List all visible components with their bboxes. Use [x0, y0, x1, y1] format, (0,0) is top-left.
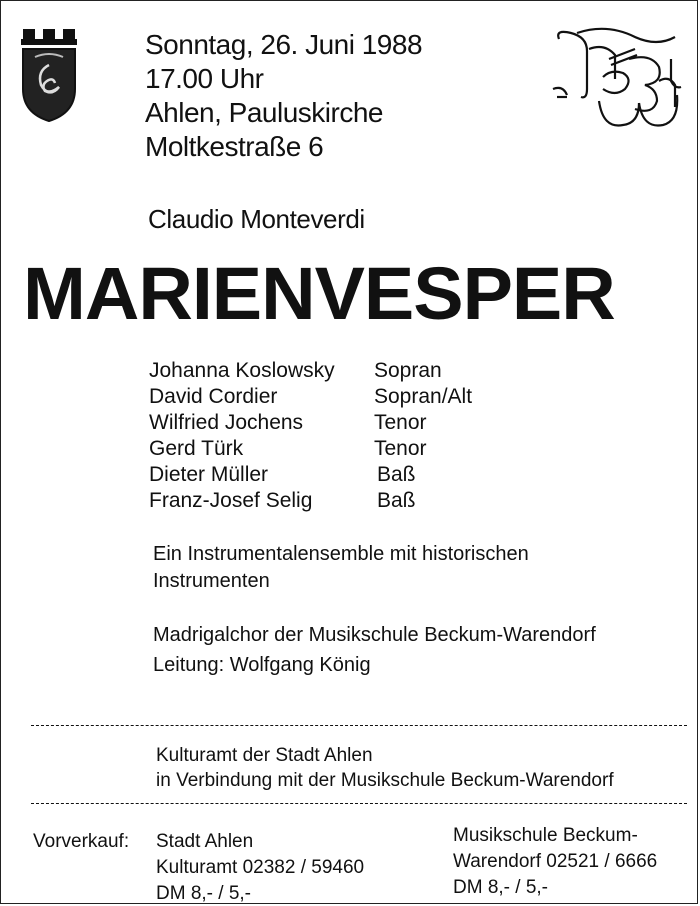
event-time: 17.00 Uhr	[145, 63, 264, 94]
performer-voice: Baß	[377, 463, 416, 486]
event-address: Moltkestraße 6	[145, 131, 324, 162]
choir-name: Madrigalchor der Musikschule Beckum-Warendorf	[153, 624, 596, 646]
choir-conductor: Leitung: Wolfgang König	[153, 654, 371, 676]
performer-voice: Tenor	[374, 437, 427, 460]
performer-name: Wilfried Jochens	[149, 411, 304, 434]
divider	[31, 803, 687, 804]
performer-name: Franz-Josef Selig	[149, 489, 313, 512]
organizer-line-1: Kulturamt der Stadt Ahlen	[156, 745, 373, 766]
performer-voice: Tenor	[374, 411, 427, 434]
performer-name: David Cordier	[149, 385, 278, 408]
presale-ahlen	[156, 829, 364, 904]
ensemble-line-2: Instrumenten	[153, 570, 270, 592]
divider	[31, 725, 687, 726]
presale-ahlen-price: DM 8,- / 5,-	[156, 883, 252, 904]
performer-name: Dieter Müller	[149, 463, 269, 486]
presale-label: Vorverkauf:	[33, 831, 130, 852]
musikschule-logo-icon	[549, 19, 687, 143]
performer-name: Gerd Türk	[149, 437, 244, 460]
event-date: Sonntag, 26. Juni 1988	[145, 29, 423, 60]
work-title: MARIENVESPER	[23, 252, 615, 335]
presale-musikschule-line-2: Warendorf 02521 / 6666	[453, 851, 658, 872]
ensemble-line-1: Ein Instrumentalensemble mit historischen	[153, 543, 529, 565]
presale-ahlen-line-1: Stadt Ahlen	[156, 831, 254, 852]
composer-name: Claudio Monteverdi	[148, 204, 365, 234]
presale-musikschule-line-1: Musikschule Beckum-	[453, 825, 638, 846]
performer-name: Johanna Koslowsky	[149, 359, 335, 382]
presale-musikschule-price: DM 8,- / 5,-	[453, 877, 549, 898]
presale-musikschule	[453, 823, 657, 901]
event-venue: Ahlen, Pauluskirche	[145, 97, 383, 128]
performer-voice: Sopran/Alt	[374, 385, 473, 408]
presale-ahlen-line-2: Kulturamt 02382 / 59460	[156, 857, 365, 878]
organizer-line-2: in Verbindung mit der Musikschule Beckum-Warendorf	[156, 770, 614, 791]
organizer	[156, 743, 614, 793]
performer-voice: Sopran	[374, 359, 442, 382]
performer-voice: Baß	[377, 489, 416, 512]
city-crest-icon	[19, 27, 79, 123]
